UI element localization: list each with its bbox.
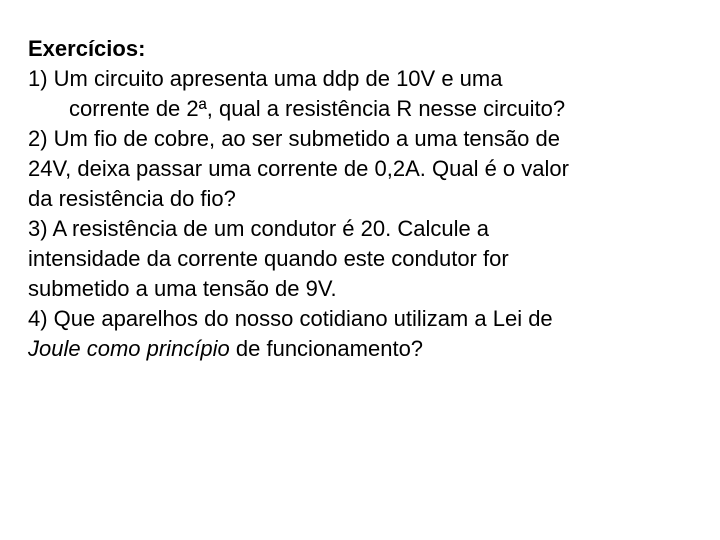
question-2 (28, 124, 678, 214)
question-4 (28, 304, 678, 364)
question-1-line-2: corrente de 2ª, qual a resistência R nesse circuito? (69, 96, 566, 121)
question-2-line-2: 24V, deixa passar uma corrente de 0,2A. Qual é o valor (28, 156, 569, 181)
question-1-line-1: 1) Um circuito apresenta uma ddp de 10V e uma (28, 66, 503, 91)
question-2-line-1: 2) Um fio de cobre, ao ser submetido a uma tensão de (28, 126, 560, 151)
question-3-line-1: 3) A resistência de um condutor é 20. Calcule a (28, 216, 490, 241)
question-2-line-3: da resistência do fio? (28, 186, 236, 211)
question-3-line-3: submetido a uma tensão de 9V. (28, 276, 337, 301)
question-4-line-1: 4) Que aparelhos do nosso cotidiano utilizam a Lei de (28, 306, 553, 331)
question-4-line-2-rest: de funcionamento? (229, 336, 424, 361)
question-1 (28, 64, 678, 124)
question-3 (28, 214, 678, 304)
slide-title: Exercícios: (28, 36, 146, 61)
exercise-slide (28, 34, 678, 364)
question-4-line-2 (28, 334, 678, 364)
question-4-italic-text: Joule como princípio (28, 336, 230, 361)
question-3-line-2: intensidade da corrente quando este condutor for (28, 246, 509, 271)
